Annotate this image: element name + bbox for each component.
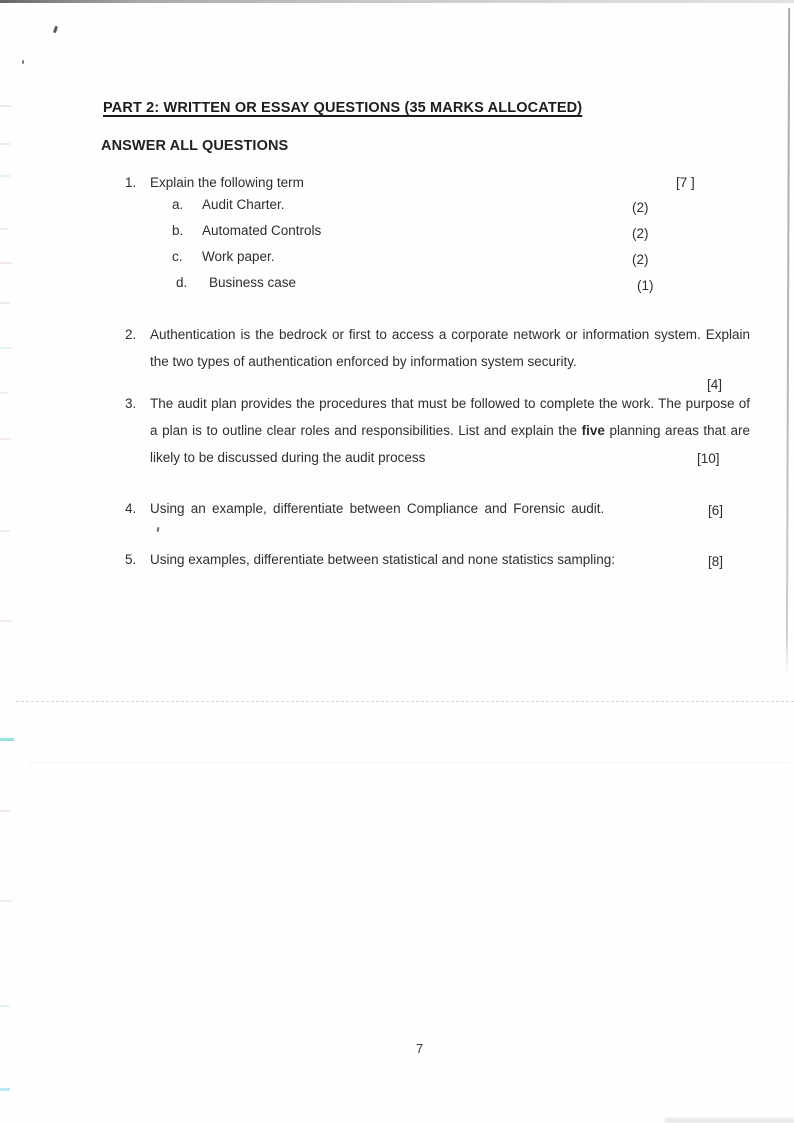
scan-artifact-edge-tick (0, 175, 11, 177)
question-2-number: 2. (125, 327, 137, 342)
question-3-bold-word: five (581, 423, 605, 438)
question-1-text: Explain the following term (150, 175, 304, 190)
scan-artifact-top-edge (0, 0, 794, 3)
scan-artifact-smudge (665, 1118, 794, 1123)
scan-artifact-right-edge (786, 8, 790, 672)
question-2-text: Authentication is the bedrock or first to access a corporate network or information system. Explain the two types of authentication enforced by information system security. (150, 327, 750, 369)
question-3-number: 3. (125, 396, 137, 411)
sub-item-c-marks: (2) (632, 252, 649, 267)
sub-item-a-marks: (2) (632, 200, 649, 215)
sub-item-c-letter: c. (172, 249, 183, 264)
sub-item-c-text: Work paper. (202, 249, 275, 264)
scan-artifact-speck (157, 527, 160, 532)
question-4-marks: [6] (708, 503, 724, 518)
page-number: 7 (416, 1041, 424, 1056)
sub-item-b-marks: (2) (632, 226, 649, 241)
sub-item-a (172, 192, 321, 218)
question-5 (125, 546, 750, 573)
scan-artifact-edge-tick (0, 105, 12, 107)
scan-artifact-speck (22, 60, 24, 64)
sub-item-c (172, 244, 321, 270)
question-1-sub-items (172, 192, 321, 296)
scan-artifact-edge-tick (0, 143, 10, 145)
scan-artifact-edge-tick (0, 1005, 10, 1007)
question-2 (125, 321, 750, 375)
question-5-number: 5. (125, 552, 137, 567)
question-4 (125, 495, 750, 522)
question-3-marks: [10] (697, 451, 720, 466)
scan-artifact-edge-tick (0, 900, 11, 902)
question-2-marks: [4] (707, 377, 723, 392)
scan-artifact-edge-tick (0, 438, 11, 440)
scan-artifact-edge-tick (0, 810, 10, 812)
question-1-number: 1. (125, 175, 137, 190)
question-4-text: Using an example, differentiate between Compliance and Forensic audit. (150, 501, 605, 516)
sub-item-a-letter: a. (172, 197, 184, 212)
question-5-text: Using examples, differentiate between statistical and none statistics sampling: (150, 552, 615, 567)
scan-artifact-dashed-line (16, 701, 794, 702)
sub-item-a-text: Audit Charter. (202, 197, 285, 212)
part-heading: PART 2: WRITTEN OR ESSAY QUESTIONS (35 MARKS ALLOCATED) (103, 100, 583, 116)
sub-item-d (172, 270, 321, 296)
question-4-number: 4. (125, 501, 137, 516)
question-3 (125, 390, 750, 471)
question-3-text-after: planning areas that are likely to be discussed during the audit process (150, 423, 750, 465)
question-3-text-before: The audit plan provides the procedures that must be followed to complete the work. The purpose of a plan is to outline clear roles and responsibilities. List and explain the (150, 396, 750, 438)
question-1-marks: [7 ] (676, 175, 695, 190)
scan-artifact-edge-tick (0, 302, 10, 304)
scan-artifact-cyan-dash (0, 1088, 10, 1091)
scan-artifact-dotted-line (30, 762, 790, 763)
question-5-marks: [8] (708, 554, 724, 569)
sub-item-d-letter: d. (176, 275, 188, 290)
scan-artifact-edge-tick (0, 530, 10, 532)
sub-item-d-marks: (1) (637, 278, 654, 293)
scan-artifact-edge-tick (0, 392, 9, 394)
sub-item-b (172, 218, 321, 244)
scan-artifact-speck (53, 26, 58, 34)
sub-item-d-text: Business case (209, 275, 297, 290)
scan-artifact-edge-tick (0, 262, 12, 264)
answer-instruction: ANSWER ALL QUESTIONS (101, 138, 289, 154)
scan-artifact-edge-tick (0, 347, 12, 349)
scan-artifact-edge-tick (0, 228, 9, 230)
scan-artifact-edge-tick (0, 620, 12, 622)
question-3-text (150, 390, 750, 471)
sub-item-b-text: Automated Controls (202, 223, 322, 238)
scan-artifact-cyan-dash (0, 738, 14, 741)
sub-item-b-letter: b. (172, 223, 184, 238)
